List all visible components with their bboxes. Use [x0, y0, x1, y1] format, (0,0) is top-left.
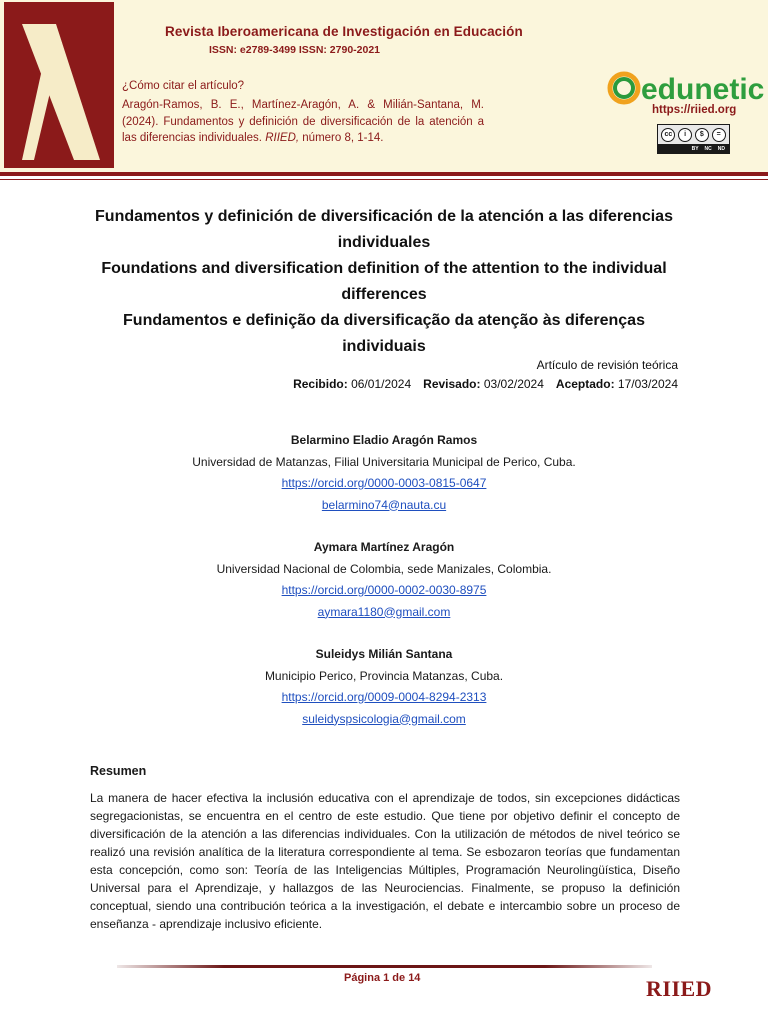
edunetic-url[interactable]: https://riied.org: [652, 104, 737, 116]
accepted-date: 17/03/2024: [614, 377, 678, 391]
author-orcid-link[interactable]: https://orcid.org/0000-0002-0030-8975: [281, 583, 487, 597]
header-divider: [0, 172, 768, 176]
received-date: 06/01/2024: [347, 377, 412, 391]
nd-icon: =: [712, 128, 726, 142]
author-email-link[interactable]: aymara1180@gmail.com: [317, 604, 451, 619]
cc-icon: cc: [661, 128, 675, 142]
article-dates: [293, 377, 678, 391]
received-label: Recibido:: [293, 377, 348, 391]
author-email-link[interactable]: suleidyspsicologia@gmail.com: [302, 711, 466, 726]
header-divider-thin: [0, 179, 768, 180]
author-affiliation: Universidad Nacional de Colombia, sede Manizales, Colombia.: [216, 561, 552, 576]
citation-body: Aragón-Ramos, B. E., Martínez-Aragón, A. & Milián-Santana, M. (2024). Fundamentos y definición de diversificación de la atención a las diferencias individuales.: [122, 99, 484, 144]
citation-journal: RIIED,: [265, 132, 300, 144]
license-nd: ND: [717, 145, 725, 152]
revised-label: Revisado:: [423, 377, 481, 391]
license-by: BY: [691, 145, 699, 152]
revised-date: 03/02/2024: [480, 377, 544, 391]
author-name: Aymara Martínez Aragón: [313, 540, 455, 554]
author-email-link[interactable]: belarmino74@nauta.cu: [321, 497, 447, 512]
citation-tail: número 8, 1-14.: [299, 132, 384, 144]
title-spanish: Fundamentos y definición de diversificación de la atención a las diferencias individuales: [95, 208, 673, 251]
author-affiliation: Municipio Perico, Provincia Matanzas, Cuba.: [264, 668, 504, 683]
title-portuguese: Fundamentos e definição da diversificação da atenção às diferenças individuais: [123, 312, 645, 355]
journal-name: Revista Iberoamericana de Investigación en Educación: [165, 24, 523, 39]
article-titles: [90, 204, 678, 360]
issn: ISSN: e2789-3499 ISSN: 2790-2021: [209, 44, 381, 56]
cite-question: ¿Cómo citar el artículo?: [122, 80, 245, 92]
author-name: Belarmino Eladio Aragón Ramos: [290, 433, 478, 447]
page-number: Página 1 de 14: [344, 972, 421, 984]
author-orcid-link[interactable]: https://orcid.org/0000-0003-0815-0647: [281, 476, 487, 490]
author-block: [90, 430, 678, 516]
author-block: [90, 644, 678, 730]
abstract-heading: Resumen: [90, 764, 147, 778]
edunetic-logo: [608, 70, 765, 106]
journal-logo: [4, 2, 114, 168]
author-affiliation: Universidad de Matanzas, Filial Universitaria Municipal de Perico, Cuba.: [192, 454, 576, 469]
edunetic-wordmark: edunetic: [641, 73, 765, 106]
title-english: Foundations and diversification definition of the attention to the individual differences: [101, 260, 667, 303]
abstract-body: La manera de hacer efectiva la inclusión educativa con el aprendizaje de todos, sin excepciones didácticas segregacionistas, se encuentra en el centro de este estudio. Que tiene por objetivo definir el concepto de diversificación de la atención a las diferencias individuales. Con la utilización de métodos de nivel teórico se realizó una revisión analítica de la literatura correspondiente al tema. Se esbozaron teorías que fundamentan esta concepción, como son: Teoría de las Inteligencias Múltiples, Programación Neurolingüística, Diseño Universal para el Aprendizaje, y hallazgos de las Neurociencias. Finalmente, se propuso la definición conceptual, siendo una contribución teórica a la investigación, el debate e intercambio sobre un proceso de enseñanza - aprendizaje inclusivo eficiente.: [90, 791, 680, 931]
license-nc: NC: [704, 145, 712, 152]
accepted-label: Aceptado:: [555, 377, 615, 391]
nc-icon: $: [695, 128, 709, 142]
cc-license-badge: [657, 124, 730, 154]
footer-divider: [117, 965, 652, 968]
author-orcid-link[interactable]: https://orcid.org/0009-0004-8294-2313: [281, 690, 487, 704]
journal-header: [0, 0, 768, 172]
by-icon: i: [678, 128, 692, 142]
author-block: [90, 537, 678, 623]
author-name: Suleidys Milián Santana: [315, 647, 453, 661]
footer-journal-abbrev: RIIED: [646, 976, 713, 1001]
citation-text: [122, 97, 484, 147]
article-type: Artículo de revisión teórica: [536, 358, 678, 372]
